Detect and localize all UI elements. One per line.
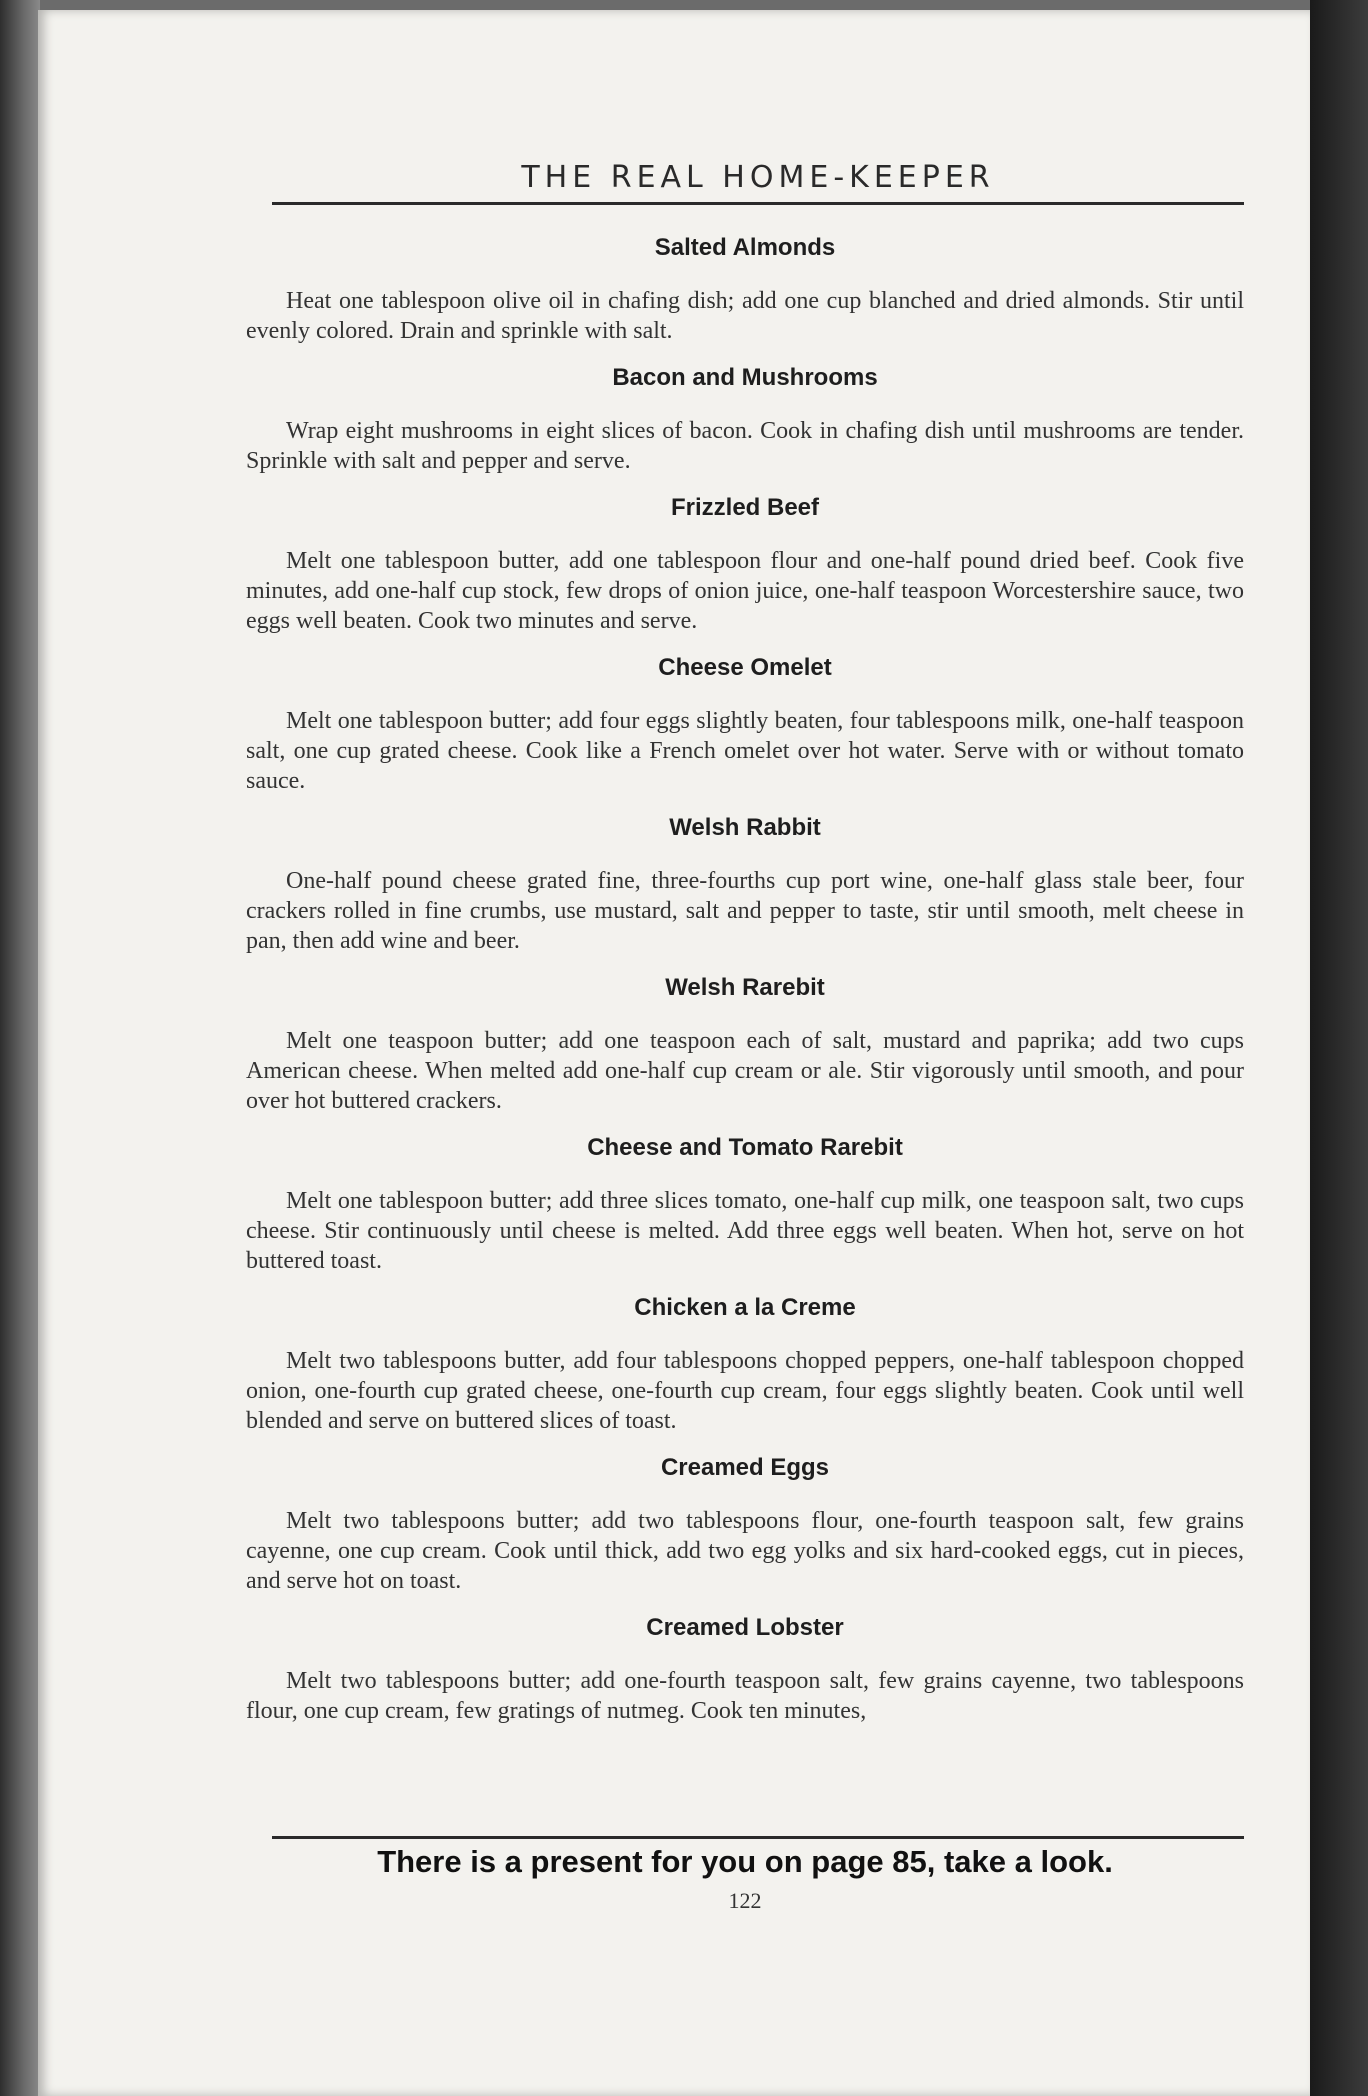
recipe-body: Melt two tablespoons butter, add four tablespoons chopped peppers, one-half tablespoon chopped onion, one-fourth cup grated cheese, one-fourth cup cream, four eggs slightly beaten. Cook until well blended and serve on buttered slices of toast. xyxy=(246,1348,1244,1434)
recipe-body: Heat one tablespoon olive oil in chafing dish; add one cup blanched and dried almonds. Stir until evenly colored. Drain and sprinkle with salt. xyxy=(246,288,1244,344)
recipe-cheese-and-tomato-rarebit xyxy=(246,1128,1244,1276)
recipe-body: Melt one tablespoon butter; add four eggs slightly beaten, four tablespoons milk, one-half teaspoon salt, one cup grated cheese. Cook like a French omelet over hot water. Serve with or without tomato sauce. xyxy=(246,708,1244,794)
recipe-body: Melt one tablespoon butter; add three slices tomato, one-half cup milk, one teaspoon salt, two cups cheese. Stir continuously until cheese is melted. Add three eggs well beaten. When hot, serve on hot buttered toast. xyxy=(246,1188,1244,1274)
recipe-frizzled-beef xyxy=(246,488,1244,636)
recipe-bacon-and-mushrooms xyxy=(246,358,1244,476)
footer-rule xyxy=(272,1836,1244,1839)
header-rule xyxy=(272,202,1244,205)
recipe-welsh-rabbit xyxy=(246,808,1244,956)
page-number: 122 xyxy=(728,1888,762,1913)
running-head: THE REAL HOME-KEEPER xyxy=(521,160,995,195)
recipe-body: Melt two tablespoons butter; add two tablespoons flour, one-fourth teaspoon salt, few grains cayenne, one cup cream. Cook until thick, add two egg yolks and six hard-cooked eggs, cut in pieces, and serve hot on toast. xyxy=(246,1508,1244,1594)
recipe-cheese-omelet xyxy=(246,648,1244,796)
promo-banner: There is a present for you on page 85, take a look. xyxy=(377,1844,1113,1879)
recipe-title: Bacon and Mushrooms xyxy=(612,364,878,391)
recipe-body: Wrap eight mushrooms in eight slices of bacon. Cook in chafing dish until mushrooms are tender. Sprinkle with salt and pepper and serve. xyxy=(246,418,1244,474)
recipe-chicken-a-la-creme xyxy=(246,1288,1244,1436)
recipe-list xyxy=(246,228,1244,1738)
recipe-welsh-rarebit xyxy=(246,968,1244,1116)
recipe-body: Melt one teaspoon butter; add one teaspoon each of salt, mustard and paprika; add two cups American cheese. When melted add one-half cup cream or ale. Stir vigorously until smooth, and pour over hot buttered crackers. xyxy=(246,1028,1244,1114)
recipe-title: Chicken a la Creme xyxy=(634,1294,856,1321)
recipe-title: Creamed Lobster xyxy=(646,1614,844,1641)
recipe-creamed-lobster xyxy=(246,1608,1244,1726)
recipe-title: Cheese and Tomato Rarebit xyxy=(587,1134,903,1161)
page-edge-shadow xyxy=(1310,0,1368,2096)
recipe-title: Frizzled Beef xyxy=(670,494,820,521)
recipe-body: Melt two tablespoons butter; add one-fourth teaspoon salt, few grains cayenne, two tablespoons flour, one cup cream, few gratings of nutmeg. Cook ten minutes, xyxy=(246,1668,1244,1724)
recipe-title: Welsh Rarebit xyxy=(665,974,825,1001)
recipe-title: Salted Almonds xyxy=(654,234,836,261)
recipe-body: One-half pound cheese grated fine, three-fourths cup port wine, one-half glass stale beer, four crackers rolled in fine crumbs, use mustard, salt and pepper to taste, stir until smooth, melt cheese in pan, then add wine and beer. xyxy=(246,868,1244,954)
recipe-creamed-eggs xyxy=(246,1448,1244,1596)
recipe-salted-almonds xyxy=(246,228,1244,346)
book-binding-edge xyxy=(0,0,40,2096)
recipe-title: Creamed Eggs xyxy=(660,1454,830,1481)
recipe-body: Melt one tablespoon butter, add one tablespoon flour and one-half pound dried beef. Cook five minutes, add one-half cup stock, few drops of onion juice, one-half teaspoon Worcestershire sauce, two eggs well beaten. Cook two minutes and serve. xyxy=(246,548,1244,634)
recipe-title: Welsh Rabbit xyxy=(669,814,821,841)
recipe-title: Cheese Omelet xyxy=(658,654,832,681)
